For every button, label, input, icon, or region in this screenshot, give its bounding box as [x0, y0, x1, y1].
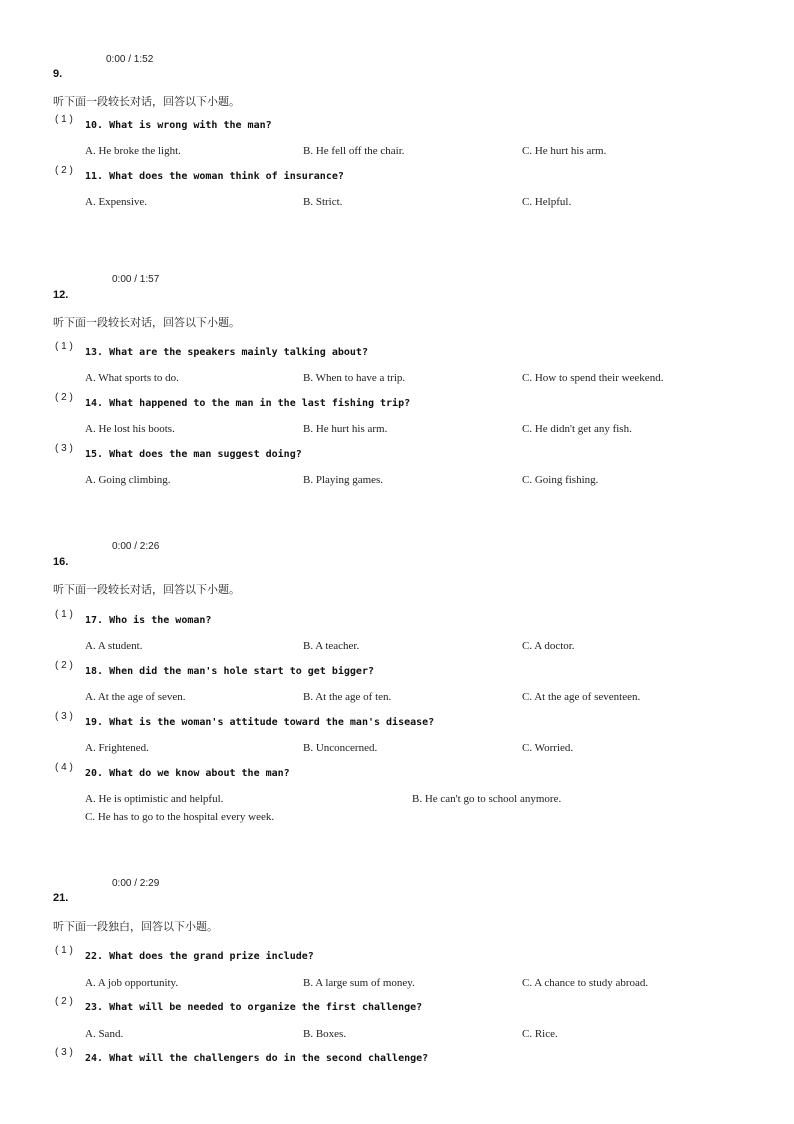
option-a[interactable]: A. Expensive.: [85, 196, 148, 208]
group-instruction: 听下面一段较长对话，回答以下小题。: [53, 95, 240, 108]
group-number: 16.: [53, 556, 69, 568]
option-b[interactable]: B. He fell off the chair.: [303, 145, 405, 157]
group-instruction: 听下面一段独白，回答以下小题。: [53, 920, 218, 933]
option-c[interactable]: C. How to spend their weekend.: [522, 372, 664, 384]
question-text: 14. What happened to the man in the last fishing trip?: [85, 398, 411, 409]
option-a[interactable]: A. At the age of seven.: [85, 691, 186, 703]
sub-question-marker: ( 2 ): [55, 996, 73, 1007]
audio-timer[interactable]: 0:00 / 2:26: [112, 541, 160, 552]
sub-question-marker: ( 3 ): [55, 711, 73, 722]
question-text: 15. What does the man suggest doing?: [85, 449, 302, 460]
option-a[interactable]: A. He broke the light.: [85, 145, 181, 157]
option-a[interactable]: A. A student.: [85, 640, 143, 652]
sub-question-marker: ( 3 ): [55, 1047, 73, 1058]
question-text: 13. What are the speakers mainly talking about?: [85, 347, 368, 358]
question-text: 24. What will the challengers do in the second challenge?: [85, 1053, 429, 1064]
option-a[interactable]: A. What sports to do.: [85, 372, 179, 384]
sub-question-marker: ( 4 ): [55, 762, 73, 773]
option-b[interactable]: B. Boxes.: [303, 1028, 347, 1040]
option-b[interactable]: B. A large sum of money.: [303, 977, 415, 989]
option-b[interactable]: B. At the age of ten.: [303, 691, 392, 703]
option-a[interactable]: A. A job opportunity.: [85, 977, 179, 989]
option-c[interactable]: C. He didn't get any fish.: [522, 423, 632, 435]
sub-question-marker: ( 1 ): [55, 341, 73, 352]
question-text: 18. When did the man's hole start to get bigger?: [85, 666, 374, 677]
sub-question-marker: ( 1 ): [55, 945, 73, 956]
option-c[interactable]: C. He hurt his arm.: [522, 145, 607, 157]
question-text: 11. What does the woman think of insurance?: [85, 171, 344, 182]
option-b[interactable]: B. Playing games.: [303, 474, 384, 486]
question-text: 20. What do we know about the man?: [85, 768, 290, 779]
sub-question-marker: ( 1 ): [55, 609, 73, 620]
option-b[interactable]: B. Strict.: [303, 196, 343, 208]
question-text: 22. What does the grand prize include?: [85, 951, 314, 962]
option-b[interactable]: B. A teacher.: [303, 640, 360, 652]
question-text: 19. What is the woman's attitude toward the man's disease?: [85, 717, 435, 728]
audio-timer[interactable]: 0:00 / 2:29: [112, 878, 160, 889]
option-a[interactable]: A. He lost his boots.: [85, 423, 175, 435]
option-c[interactable]: C. Helpful.: [522, 196, 572, 208]
audio-timer[interactable]: 0:00 / 1:57: [112, 274, 160, 285]
option-b[interactable]: B. He can't go to school anymore.: [412, 793, 562, 805]
option-a[interactable]: A. Going climbing.: [85, 474, 171, 486]
option-c[interactable]: C. At the age of seventeen.: [522, 691, 641, 703]
option-a[interactable]: A. He is optimistic and helpful.: [85, 793, 224, 805]
option-b[interactable]: B. Unconcerned.: [303, 742, 378, 754]
group-number: 21.: [53, 892, 69, 904]
option-a[interactable]: A. Frightened.: [85, 742, 149, 754]
sub-question-marker: ( 2 ): [55, 165, 73, 176]
group-instruction: 听下面一段较长对话，回答以下小题。: [53, 583, 240, 596]
option-c[interactable]: C. Going fishing.: [522, 474, 599, 486]
option-a[interactable]: A. Sand.: [85, 1028, 124, 1040]
group-number: 12.: [53, 289, 69, 301]
sub-question-marker: ( 1 ): [55, 114, 73, 125]
option-c[interactable]: C. Worried.: [522, 742, 574, 754]
option-c[interactable]: C. Rice.: [522, 1028, 558, 1040]
group-number: 9.: [53, 68, 63, 80]
sub-question-marker: ( 2 ): [55, 660, 73, 671]
audio-timer[interactable]: 0:00 / 1:52: [106, 54, 154, 65]
option-b[interactable]: B. When to have a trip.: [303, 372, 406, 384]
option-b[interactable]: B. He hurt his arm.: [303, 423, 388, 435]
question-text: 17. Who is the woman?: [85, 615, 212, 626]
option-c[interactable]: C. He has to go to the hospital every week.: [85, 811, 275, 823]
group-instruction: 听下面一段较长对话，回答以下小题。: [53, 316, 240, 329]
sub-question-marker: ( 2 ): [55, 392, 73, 403]
option-c[interactable]: C. A doctor.: [522, 640, 575, 652]
question-text: 10. What is wrong with the man?: [85, 120, 272, 131]
question-text: 23. What will be needed to organize the first challenge?: [85, 1002, 423, 1013]
option-c[interactable]: C. A chance to study abroad.: [522, 977, 649, 989]
sub-question-marker: ( 3 ): [55, 443, 73, 454]
